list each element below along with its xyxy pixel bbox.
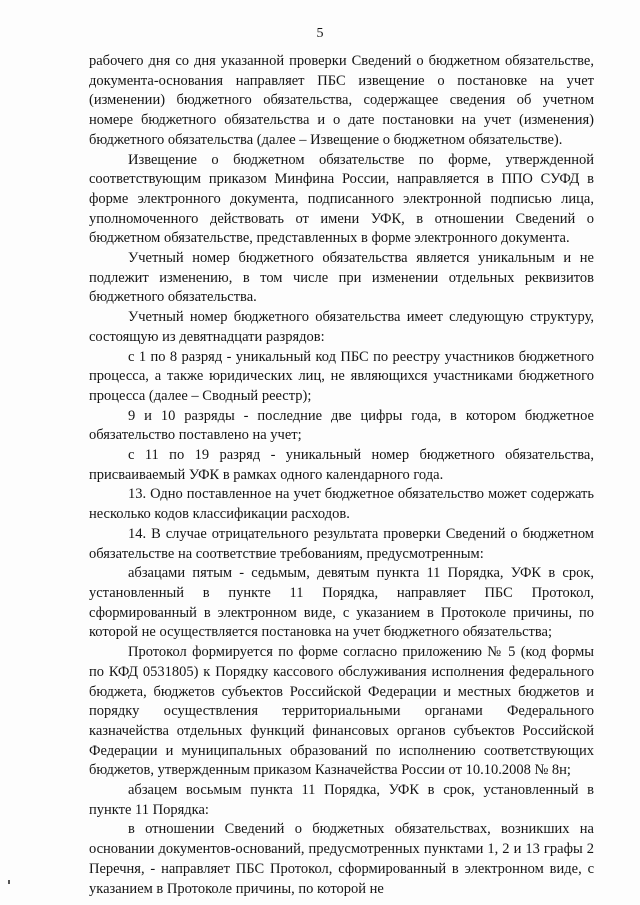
paragraph: абзацами пятым - седьмым, девятым пункта 11 Порядка, УФК в срок, установленный в пункте 11 Порядка, направляет ПБС Протокол, сформированный в электронном виде, с указанием в Протоколе причины, по которой не осуществляется постановка на учет бюджетного обязательства; — [89, 565, 594, 641]
paragraph: в отношении Сведений о бюджетных обязательствах, возникших на основании документов-оснований, предусмотренных пунктами 1, 2 и 13 графы 2 Перечня, - направляет ПБС Протокол, сформированный в электронном виде, с указанием в Протоколе причины, по которой не — [89, 821, 594, 897]
paragraph-continuation: рабочего дня со дня указанной проверки Сведений о бюджетном обязательстве, документа-основания направляет ПБС извещение о постановке на учет (изменении) бюджетного обязательства, содержащее сведения об учетном номере бюджетного обязательства и о дате постановки на учет (изменения) бюджетного обязательства (далее – Извещение о бюджетном обязательстве). — [89, 53, 594, 148]
paragraph: с 11 по 19 разряд - уникальный номер бюджетного обязательства, присваиваемый УФК в рамках одного календарного года. — [89, 447, 594, 483]
paragraph: Протокол формируется по форме согласно приложению № 5 (код формы по КФД 0531805) к Порядку кассового обслуживания исполнения федерального бюджета, бюджетов субъектов Российской Федерации и местных бюджетов и порядку осуществления территориальными органами Федерального казначейства отдельных функций финансовых органов субъектов Российской Федерации и муниципальных образований по исполнению соответствующих бюджетов, утвержденным приказом Казначейства России от 10.10.2008 № 8н; — [89, 644, 594, 779]
paragraph: 9 и 10 разряды - последние две цифры года, в котором бюджетное обязательство поставлено на учет; — [89, 407, 594, 444]
paragraph: абзацем восьмым пункта 11 Порядка, УФК в срок, установленный в пункте 11 Порядка: — [89, 782, 594, 818]
paragraph: Извещение о бюджетном обязательстве по форме, утвержденной соответствующим приказом Минфина России, направляется в ППО СУФД в форме электронного документа, подписанного электронной подписью лица, уполномоченного действовать от имени УФК, в отношении Сведений о бюджетном обязательстве, представленных в форме электронного документа. — [89, 151, 594, 247]
paragraph: 13. Одно поставленное на учет бюджетное обязательство может содержать несколько кодов классификации расходов. — [89, 486, 594, 523]
page-number: 5 — [316, 26, 324, 41]
paragraph: 14. В случае отрицательного результата проверки Сведений о бюджетном обязательстве на соответствие требованиям, предусмотренным: — [89, 525, 594, 562]
paragraph: с 1 по 8 разряд - уникальный код ПБС по реестру участников бюджетного процесса, а также юридических лиц, не являющихся участниками бюджетного процесса (далее – Сводный реестр); — [89, 348, 594, 404]
paragraph: Учетный номер бюджетного обязательства имеет следующую структуру, состоящую из девятнадцати разрядов: — [89, 309, 594, 345]
scan-artifact — [8, 880, 10, 884]
document-body — [89, 52, 594, 899]
paragraph: Учетный номер бюджетного обязательства является уникальным и не подлежит изменению, в том числе при изменении отдельных реквизитов бюджетного обязательства. — [89, 250, 594, 306]
